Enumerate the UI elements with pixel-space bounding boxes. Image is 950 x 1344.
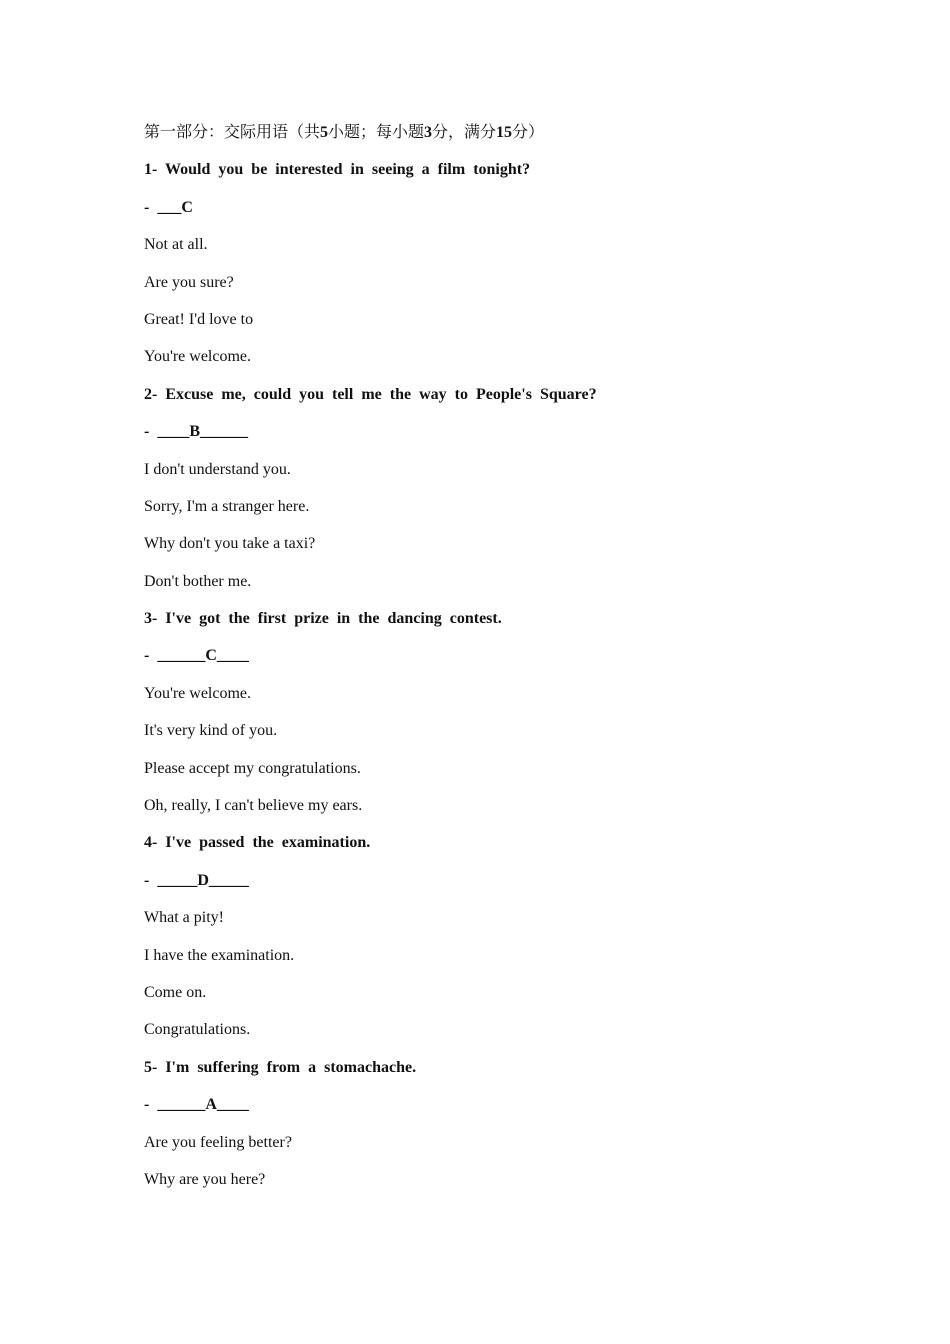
question-3-option-c: Please accept my congratulations. — [144, 759, 361, 777]
question-3-option-b: It's very kind of you. — [144, 722, 278, 740]
document-content — [144, 122, 844, 1206]
question-1-answer: - ___C — [144, 198, 193, 216]
question-5-prompt: 5- I'm suffering from a stomachache. — [144, 1058, 417, 1076]
question-1-option-a: Not at all. — [144, 236, 208, 254]
question-4-answer: - _____D_____ — [144, 871, 249, 889]
question-5-answer: - ______A____ — [144, 1096, 249, 1114]
question-5-option-a: Are you feeling better? — [144, 1133, 292, 1151]
question-2-option-d: Don't bother me. — [144, 572, 252, 590]
question-4-option-d: Congratulations. — [144, 1021, 251, 1039]
question-5-option-b: Why are you here? — [144, 1170, 266, 1188]
question-1-option-b: Are you sure? — [144, 273, 234, 291]
question-4-option-a: What a pity! — [144, 909, 224, 927]
question-4-option-c: Come on. — [144, 983, 207, 1001]
question-2-prompt: 2- Excuse me, could you tell me the way to People's Square? — [144, 385, 597, 403]
question-4-option-b: I have the examination. — [144, 946, 295, 964]
question-1-option-d: You're welcome. — [144, 348, 252, 366]
question-1-prompt: 1- Would you be interested in seeing a film tonight? — [144, 161, 531, 179]
question-3-option-a: You're welcome. — [144, 684, 252, 702]
question-3-prompt: 3- I've got the first prize in the dancing contest. — [144, 610, 502, 628]
question-1-option-c: Great! I'd love to — [144, 310, 254, 328]
question-3-answer: - ______C____ — [144, 647, 249, 665]
section-heading: 第一部分：交际用语（共5小题；每小题3分，满分15分） — [144, 124, 545, 141]
question-2-option-a: I don't understand you. — [144, 460, 291, 478]
question-2-option-c: Why don't you take a taxi? — [144, 535, 316, 553]
question-3-option-d: Oh, really, I can't believe my ears. — [144, 797, 363, 815]
question-2-option-b: Sorry, I'm a stranger here. — [144, 497, 310, 515]
question-2-answer: - ____B______ — [144, 423, 248, 441]
question-4-prompt: 4- I've passed the examination. — [144, 834, 371, 852]
